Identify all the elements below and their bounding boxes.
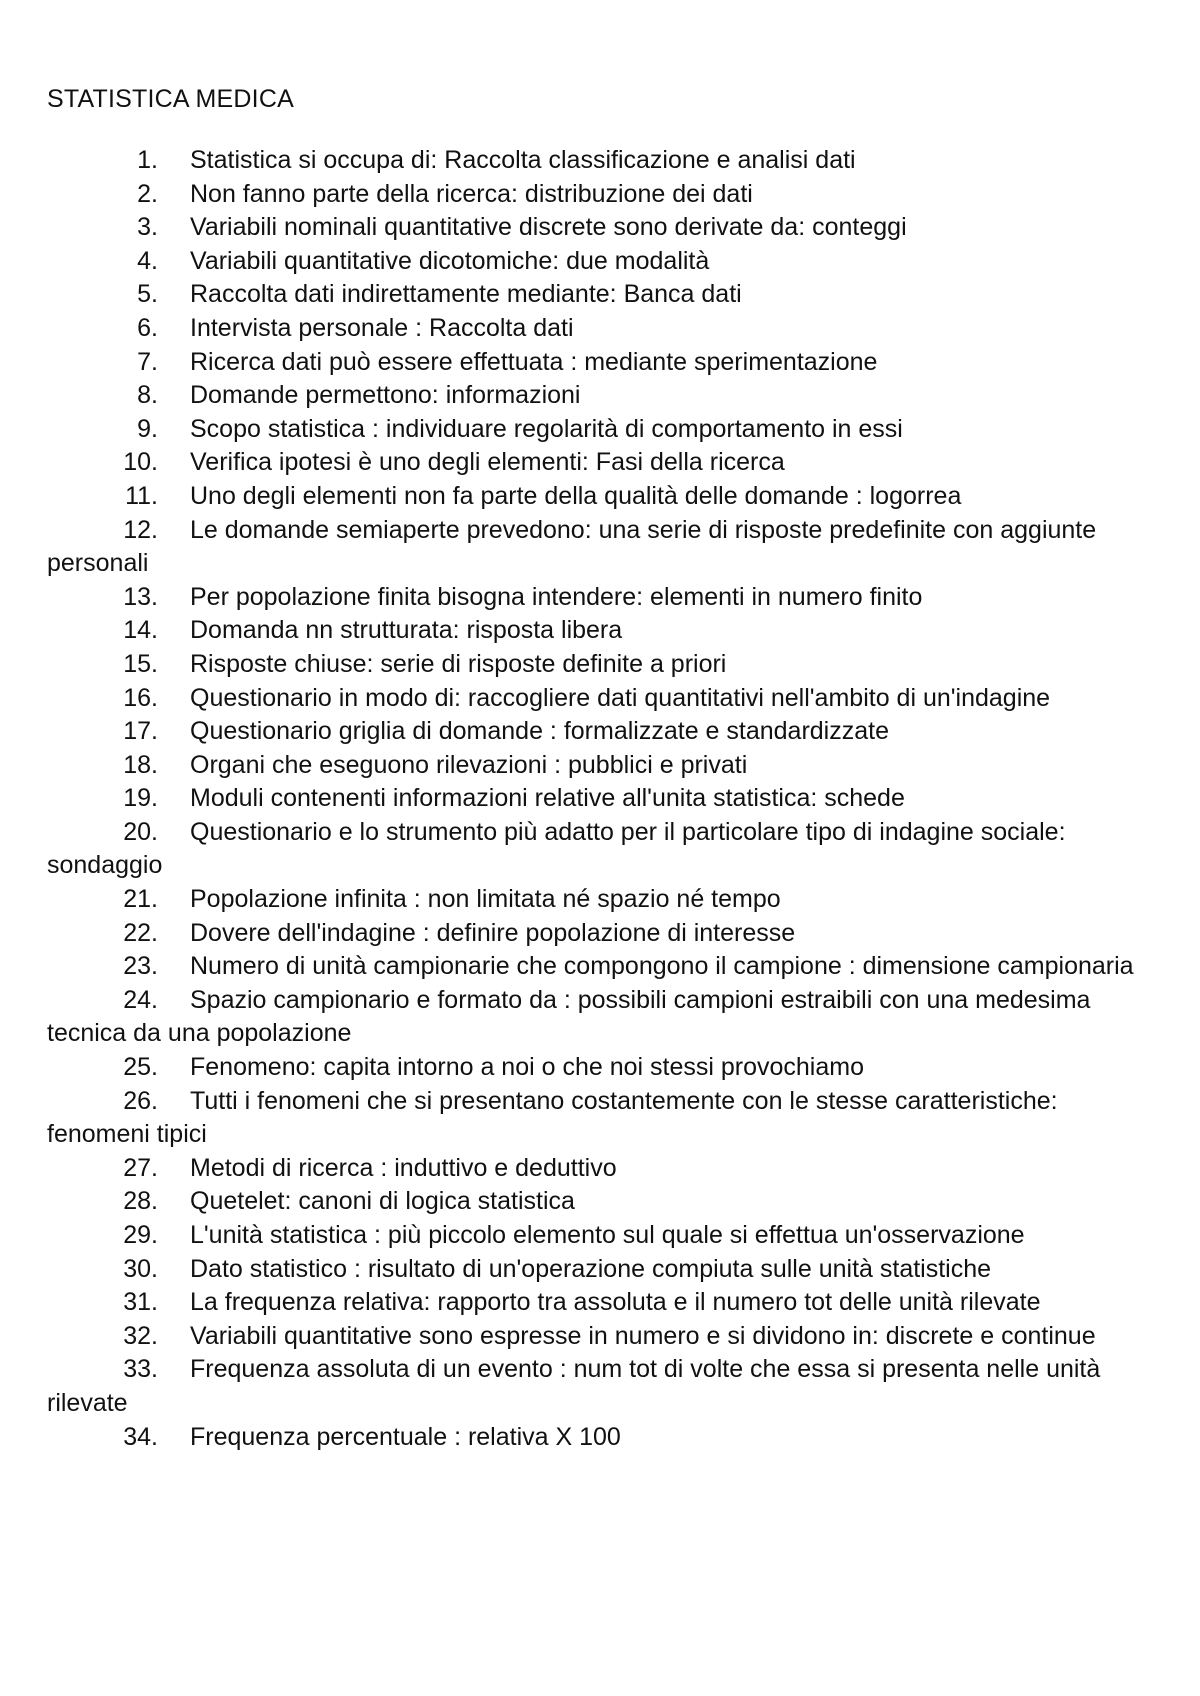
list-item-text: Variabili nominali quantitative discrete sono derivate da: conteggi: [190, 213, 907, 242]
list-item-text: Scopo statistica : individuare regolarità di comportamento in essi: [190, 414, 903, 443]
list-item-text: Variabili quantitative dicotomiche: due modalità: [190, 246, 710, 275]
list-item: [47, 950, 1160, 984]
list-item-text: Frequenza percentuale : relativa X 100: [190, 1422, 621, 1451]
list-item-text: Uno degli elementi non fa parte della qualità delle domande : logorrea: [190, 481, 962, 510]
list-item: [47, 446, 1160, 480]
list-item-number: 28.: [123, 1187, 158, 1216]
list-item-number: 1.: [137, 146, 158, 174]
list-item-number: 12.: [123, 515, 158, 544]
list-item: [47, 715, 1160, 749]
list-item-number: 32.: [123, 1321, 158, 1350]
list-item-text: Popolazione infinita : non limitata né spazio né tempo: [190, 885, 781, 914]
list-item-number: 30.: [123, 1254, 158, 1283]
list-item-text: Intervista personale : Raccolta dati: [190, 313, 574, 342]
list-item: [47, 413, 1160, 447]
list-item: [47, 648, 1160, 682]
list-item-number: 27.: [123, 1153, 158, 1182]
list-item: [47, 480, 1160, 514]
list-item: [47, 816, 1160, 883]
list-item-number: 15.: [123, 649, 158, 678]
list-item-text: Statistica si occupa di: Raccolta classificazione e analisi dati: [190, 146, 856, 174]
list-item-number: 14.: [123, 616, 158, 645]
list-item: [47, 178, 1160, 212]
list-item: [47, 1051, 1160, 1085]
list-item: [47, 379, 1160, 413]
list-item-text: Questionario in modo di: raccogliere dati quantitativi nell'ambito di un'indagine: [190, 683, 1051, 712]
list-item-text: Domanda nn strutturata: risposta libera: [190, 616, 623, 645]
list-item: [47, 514, 1160, 581]
list-item-number: 9.: [137, 414, 158, 443]
list-item-text: Dovere dell'indagine : definire popolazione di interesse: [190, 918, 796, 947]
list-item-number: 6.: [137, 313, 158, 342]
list-item-number: 17.: [123, 717, 158, 746]
list-item: [47, 312, 1160, 346]
list-item-number: 2.: [137, 179, 158, 208]
list-item-text: Numero di unità campionarie che compongono il campione : dimensione campionaria: [190, 952, 1134, 981]
list-item-number: 10.: [123, 448, 158, 477]
list-item-text: Fenomeno: capita intorno a noi o che noi stessi provochiamo: [190, 1053, 864, 1082]
list-item-text: Spazio campionario e formato da : possibili campioni estraibili con una medesima tecnica da una popolazione: [47, 985, 1091, 1048]
list-item-text: Ricerca dati può essere effettuata : mediante sperimentazione: [190, 347, 878, 376]
list-item: [47, 782, 1160, 816]
list-item-text: Per popolazione finita bisogna intendere: elementi in numero finito: [190, 582, 923, 611]
list-item-text: Risposte chiuse: serie di risposte definite a priori: [190, 649, 727, 678]
list-item-text: Frequenza assoluta di un evento : num tot di volte che essa si presenta nelle unità rilevate: [47, 1355, 1101, 1417]
list-item-number: 7.: [137, 347, 158, 376]
list-item: [47, 1219, 1160, 1253]
list-item: [47, 1353, 1160, 1420]
list-item-text: Tutti i fenomeni che si presentano costantemente con le stesse caratteristiche: fenomeni tipici: [47, 1086, 1058, 1149]
list-item-number: 26.: [123, 1086, 158, 1115]
list-item: [47, 614, 1160, 648]
list-item-number: 19.: [123, 784, 158, 813]
list-item-number: 34.: [123, 1422, 158, 1451]
list-item-text: Le domande semiaperte prevedono: una serie di risposte predefinite con aggiunte personali: [47, 515, 1097, 578]
list-item-number: 20.: [123, 817, 158, 846]
list-item-text: Moduli contenenti informazioni relative all'unita statistica: schede: [190, 784, 905, 813]
list-item: [47, 278, 1160, 312]
list-item-number: 16.: [123, 683, 158, 712]
list-item-text: La frequenza relativa: rapporto tra assoluta e il numero tot delle unità rilevate: [190, 1288, 1041, 1317]
list-item-number: 25.: [123, 1053, 158, 1082]
list-item: [47, 581, 1160, 615]
list-item-text: Organi che eseguono rilevazioni : pubblici e privati: [190, 750, 748, 779]
list-item: [47, 1085, 1160, 1152]
list-item: [47, 883, 1160, 917]
list-item-text: Quetelet: canoni di logica statistica: [190, 1187, 575, 1216]
list-item-text: Metodi di ricerca : induttivo e deduttivo: [190, 1153, 617, 1182]
list-item-text: Domande permettono: informazioni: [190, 381, 581, 410]
document-title: STATISTICA MEDICA: [47, 85, 294, 113]
list-item: [47, 749, 1160, 783]
list-item-number: 3.: [137, 213, 158, 242]
list-item-number: 33.: [123, 1355, 158, 1384]
list-item: [47, 1253, 1160, 1287]
list-item-text: Variabili quantitative sono espresse in numero e si dividono in: discrete e continue: [190, 1321, 1096, 1350]
list-item-text: Dato statistico : risultato di un'operazione compiuta sulle unità statistiche: [190, 1254, 992, 1283]
numbered-list: [47, 144, 1160, 1454]
list-item-number: 24.: [123, 985, 158, 1014]
list-item-number: 22.: [123, 918, 158, 947]
list-item-text: L'unità statistica : più piccolo elemento sul quale si effettua un'osservazione: [190, 1221, 1025, 1249]
list-item: [47, 1320, 1160, 1354]
list-item-number: 4.: [137, 246, 158, 275]
list-item-text: Raccolta dati indirettamente mediante: Banca dati: [190, 280, 742, 309]
list-item: [47, 1421, 1160, 1455]
list-item-text: Non fanno parte della ricerca: distribuzione dei dati: [190, 179, 753, 208]
list-item: [47, 211, 1160, 245]
list-item-number: 31.: [123, 1288, 158, 1317]
list-item-text: Verifica ipotesi è uno degli elementi: Fasi della ricerca: [190, 448, 785, 477]
list-item-number: 18.: [123, 750, 158, 779]
list-item-number: 5.: [137, 280, 158, 309]
list-item: [47, 682, 1160, 716]
list-item-number: 11.: [125, 481, 158, 510]
list-item: [47, 346, 1160, 380]
list-item: [47, 245, 1160, 279]
list-item: [47, 1152, 1160, 1186]
list-item: [47, 984, 1160, 1051]
list-item: [47, 1185, 1160, 1219]
list-item-number: 13.: [123, 582, 158, 611]
list-item: [47, 917, 1160, 951]
list-item-text: Questionario griglia di domande : formalizzate e standardizzate: [190, 717, 889, 746]
list-item: [47, 1286, 1160, 1320]
list-item-number: 23.: [123, 952, 158, 981]
list-item-number: 21.: [123, 885, 158, 914]
list-item: [47, 144, 1160, 178]
list-item-number: 29.: [123, 1221, 158, 1249]
list-item-text: Questionario e lo strumento più adatto per il particolare tipo di indagine sociale: sondaggio: [47, 817, 1066, 880]
list-item-number: 8.: [137, 381, 158, 410]
